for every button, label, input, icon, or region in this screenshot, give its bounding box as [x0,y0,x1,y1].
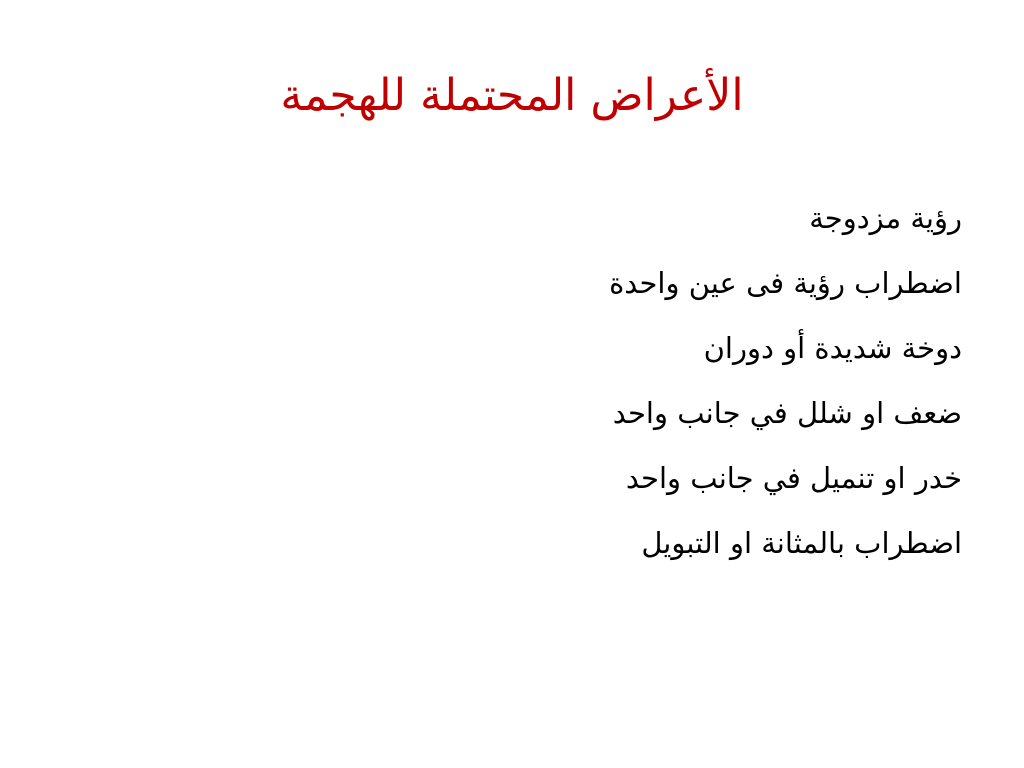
list-item: خدر او تنميل في جانب واحد [625,461,962,495]
list-item: رؤية مزدوجة [809,201,962,235]
list-item: ضعف او شلل في جانب واحد [612,396,962,430]
slide-title: الأعراض المحتملة للهجمة [280,70,744,121]
list-item: دوخة شديدة أو دوران [703,331,962,365]
list-item: اضطراب بالمثانة او التبويل [641,526,962,560]
list-item: اضطراب رؤية فى عين واحدة [609,266,962,300]
symptom-list [362,186,962,576]
